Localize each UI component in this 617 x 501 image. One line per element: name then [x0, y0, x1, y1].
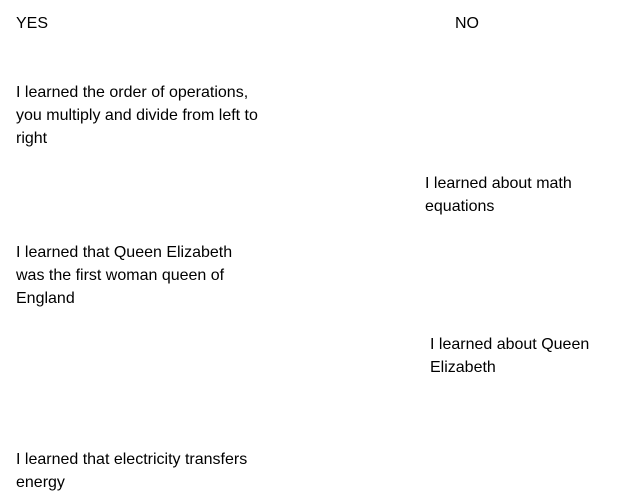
no-statement-1: I learned about math equations	[425, 175, 572, 215]
yes-statement-2: I learned that Queen Elizabeth was the first woman queen of England	[16, 244, 233, 307]
no-statement-2: I learned about Queen Elizabeth	[430, 336, 590, 376]
yes-statement-1: I learned the order of operations, you multiply and divide from left to right	[16, 84, 258, 147]
yes-statement-3: I learned that electricity transfers energy	[16, 451, 248, 491]
yes-column-header: YES	[16, 15, 49, 32]
no-column-header: NO	[455, 15, 479, 32]
